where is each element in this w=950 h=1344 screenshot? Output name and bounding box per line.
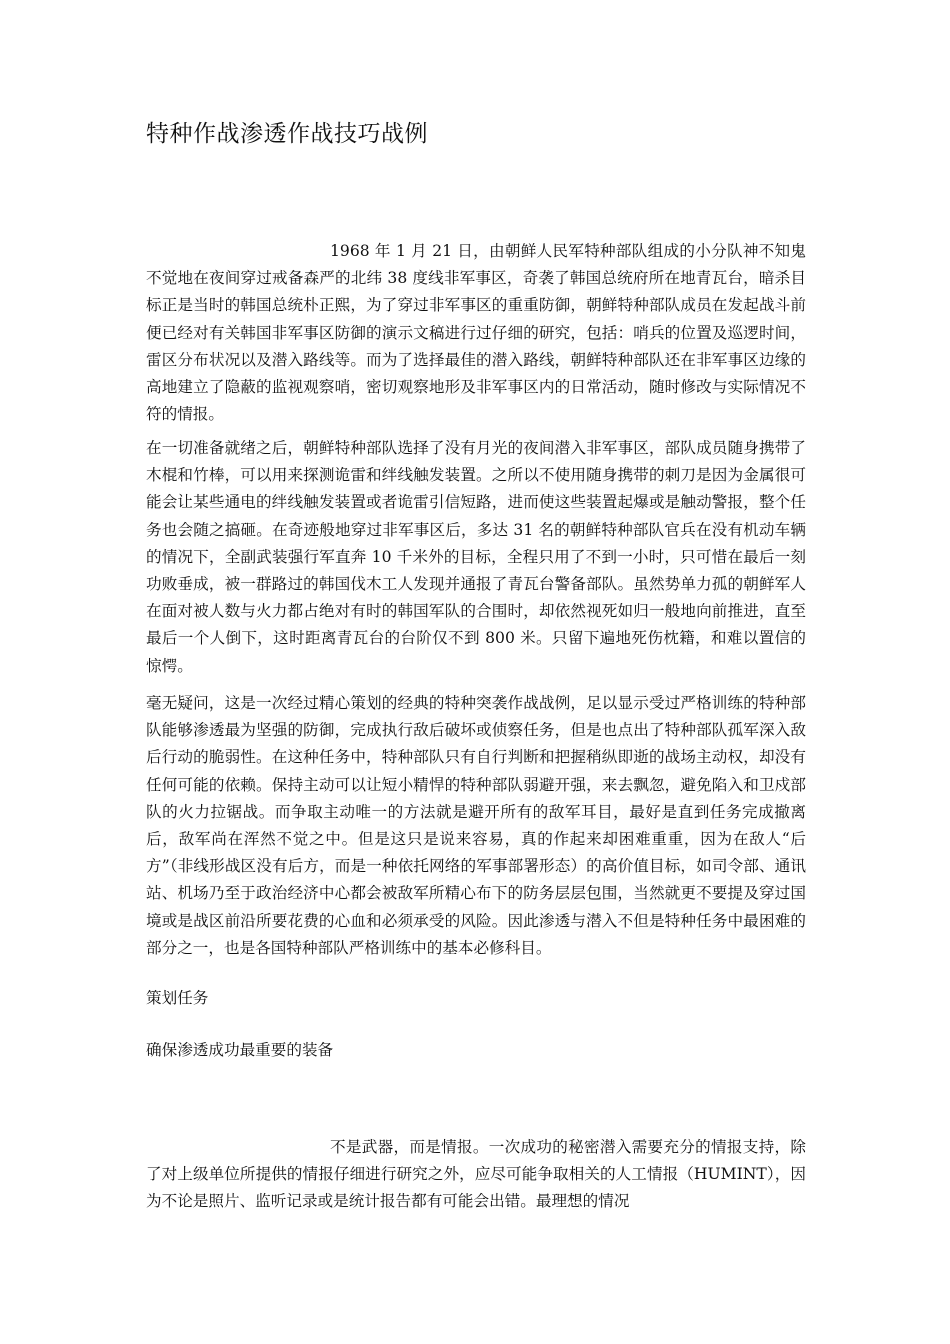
section-heading-equipment: 确保渗透成功最重要的装备 (146, 1041, 334, 1059)
paragraph-2: 在一切准备就绪之后，朝鲜特种部队选择了没有月光的夜间潜入非军事区，部队成员随身携带了木棍和竹棒，可以用来探测诡雷和绊线触发装置。之所以不使用随身携带的刺刀是因为金属很可能会让某些通电的绊线触发装置或者诡雷引信短路，进而使这些装置起爆或是触动警报，整个任务也会随之搞砸。在奇迹般地穿过非军事区后，多达 31 名的朝鲜特种部队官兵在没有机动车辆的情况下，全副武装强行军直奔 10 千米外的目标，全程只用了不到一小时，只可惜在最后一刻功败垂成，被一群路过的韩国伐木工人发现并通报了青瓦台警备部队。虽然势单力孤的朝鲜军人在面对被人数与火力都占绝对有时的韩国军队的合围时，却依然视死如归一般地向前推进，直至最后一个人倒下，这时距离青瓦台的台阶仅不到 800 米。只留下遍地死伤枕籍，和难以置信的惊愕。 (146, 439, 806, 675)
page-title: 特种作战渗透作战技巧战例 (146, 121, 428, 147)
paragraph-3: 毫无疑问，这是一次经过精心策划的经典的特种突袭作战战例，足以显示受过严格训练的特种部队能够渗透最为坚强的防御，完成执行敌后破坏或侦察任务，但是也点出了特种部队孤军深入敌后行动的脆弱性。在这种任务中，特种部队只有自行判断和把握稍纵即逝的战场主动权，却没有任何可能的依赖。保持主动可以让短小精悍的特种部队弱避开强，来去飘忽，避免陷入和卫戍部队的火力拉锯战。而争取主动唯一的方法就是避开所有的敌军耳目，最好是直到任务完成撤离后，敌军尚在浑然不觉之中。但是这只是说来容易，真的作起来却困难重重，因为在敌人“后方”（非线形战区没有后方，而是一种依托网络的军事部署形态）的高价值目标，如司令部、通讯站、机场乃至于政治经济中心都会被敌军所精心布下的防务层层包围，当然就更不要提及穿过国境或是战区前沿所要花费的心血和必须承受的风险。因此渗透与潜入不但是特种任务中最困难的部分之一，也是各国特种部队严格训练中的基本必修科目。 (146, 694, 806, 957)
section-heading-planning: 策划任务 (146, 989, 209, 1007)
paragraph-4: 不是武器，而是情报。一次成功的秘密潜入需要充分的情报支持，除了对上级单位所提供的情报仔细进行研究之外，应尽可能争取相关的人工情报（HUMINT），因为不论是照片、监听记录或是统计报告都有可能会出错。最理想的情况 (146, 1138, 806, 1211)
paragraph-1: 1968 年 1 月 21 日，由朝鲜人民军特种部队组成的小分队神不知鬼不觉地在夜间穿过戒备森严的北纬 38 度线非军事区，奇袭了韩国总统府所在地青瓦台，暗杀目标正是当时的韩国总统朴正熙，为了穿过非军事区的重重防御，朝鲜特种部队成员在发起战斗前便已经对有关韩国非军事区防御的演示文稿进行过仔细的研究，包括：哨兵的位置及巡逻时间，雷区分布状况以及潜入路线等。而为了选择最佳的潜入路线，朝鲜特种部队还在非军事区边缘的高地建立了隐蔽的监视观察哨，密切观察地形及非军事区内的日常活动，随时修改与实际情况不符的情报。 (146, 242, 806, 424)
